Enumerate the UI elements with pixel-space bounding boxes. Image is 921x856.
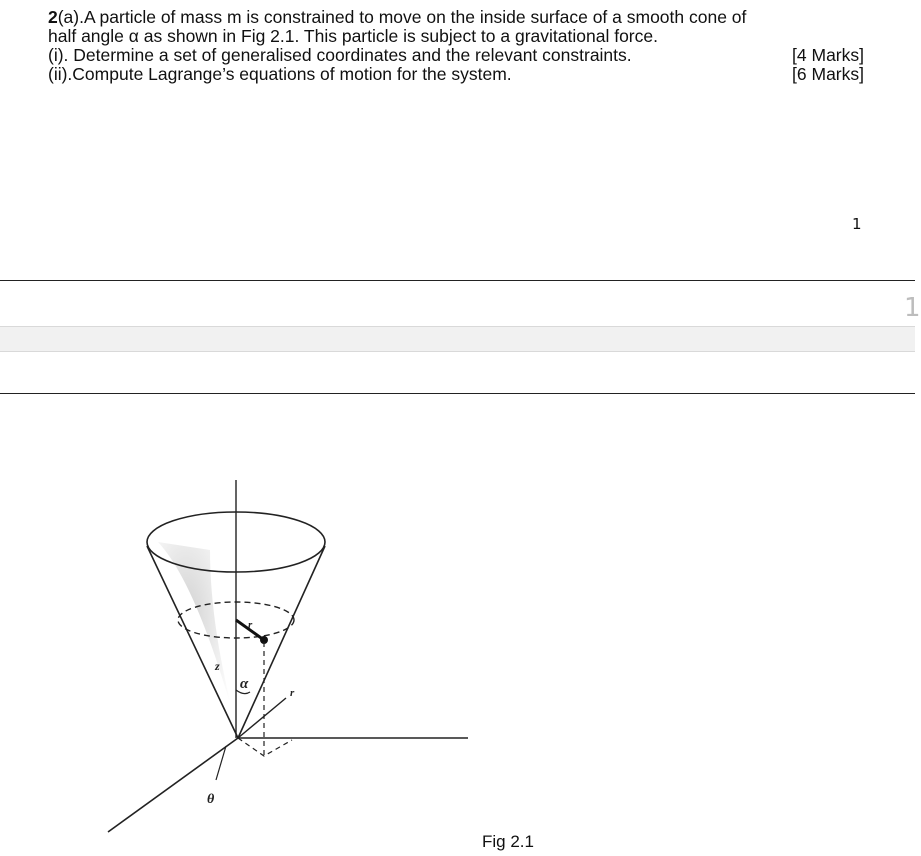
question-intro-line-1 [48,8,868,27]
question-intro-text-1: (a).A particle of mass m is constrained to move on the inside surface of a smooth cone of [57,7,747,27]
question-intro-line-2: half angle α as shown in Fig 2.1. This particle is subject to a gravitational force. [48,26,658,46]
cone-figure [60,470,490,840]
label-height: z [215,659,220,673]
base-projection [238,738,292,756]
part-i-text: (i). Determine a set of generalised coordinates and the relevant constraints. [48,45,632,65]
r-direction [238,698,286,738]
part-ii-text: (ii).Compute Lagrange’s equations of motion for the system. [48,64,512,84]
part-ii-marks: [6 Marks] [792,64,864,84]
label-azimuth: θ [207,792,215,807]
cone-side-right [238,546,325,738]
question-part-i [48,46,864,65]
question-block [48,8,868,84]
label-radius-top: r [248,619,253,631]
page-number: 1 [852,215,862,233]
page-bottom-border [0,280,915,281]
question-part-ii [48,65,864,84]
question-number: 2 [48,7,58,27]
next-page-number: 1 [904,293,921,323]
figure-caption: Fig 2.1 [482,832,534,851]
page-top [0,0,915,281]
label-angle: α [240,676,249,692]
page-gap [0,326,915,352]
label-radius-base: r [290,687,295,699]
cone-shading [158,542,238,732]
part-i-marks: [4 Marks] [792,45,864,65]
y-axis [108,738,238,832]
page-top-border [0,393,915,394]
